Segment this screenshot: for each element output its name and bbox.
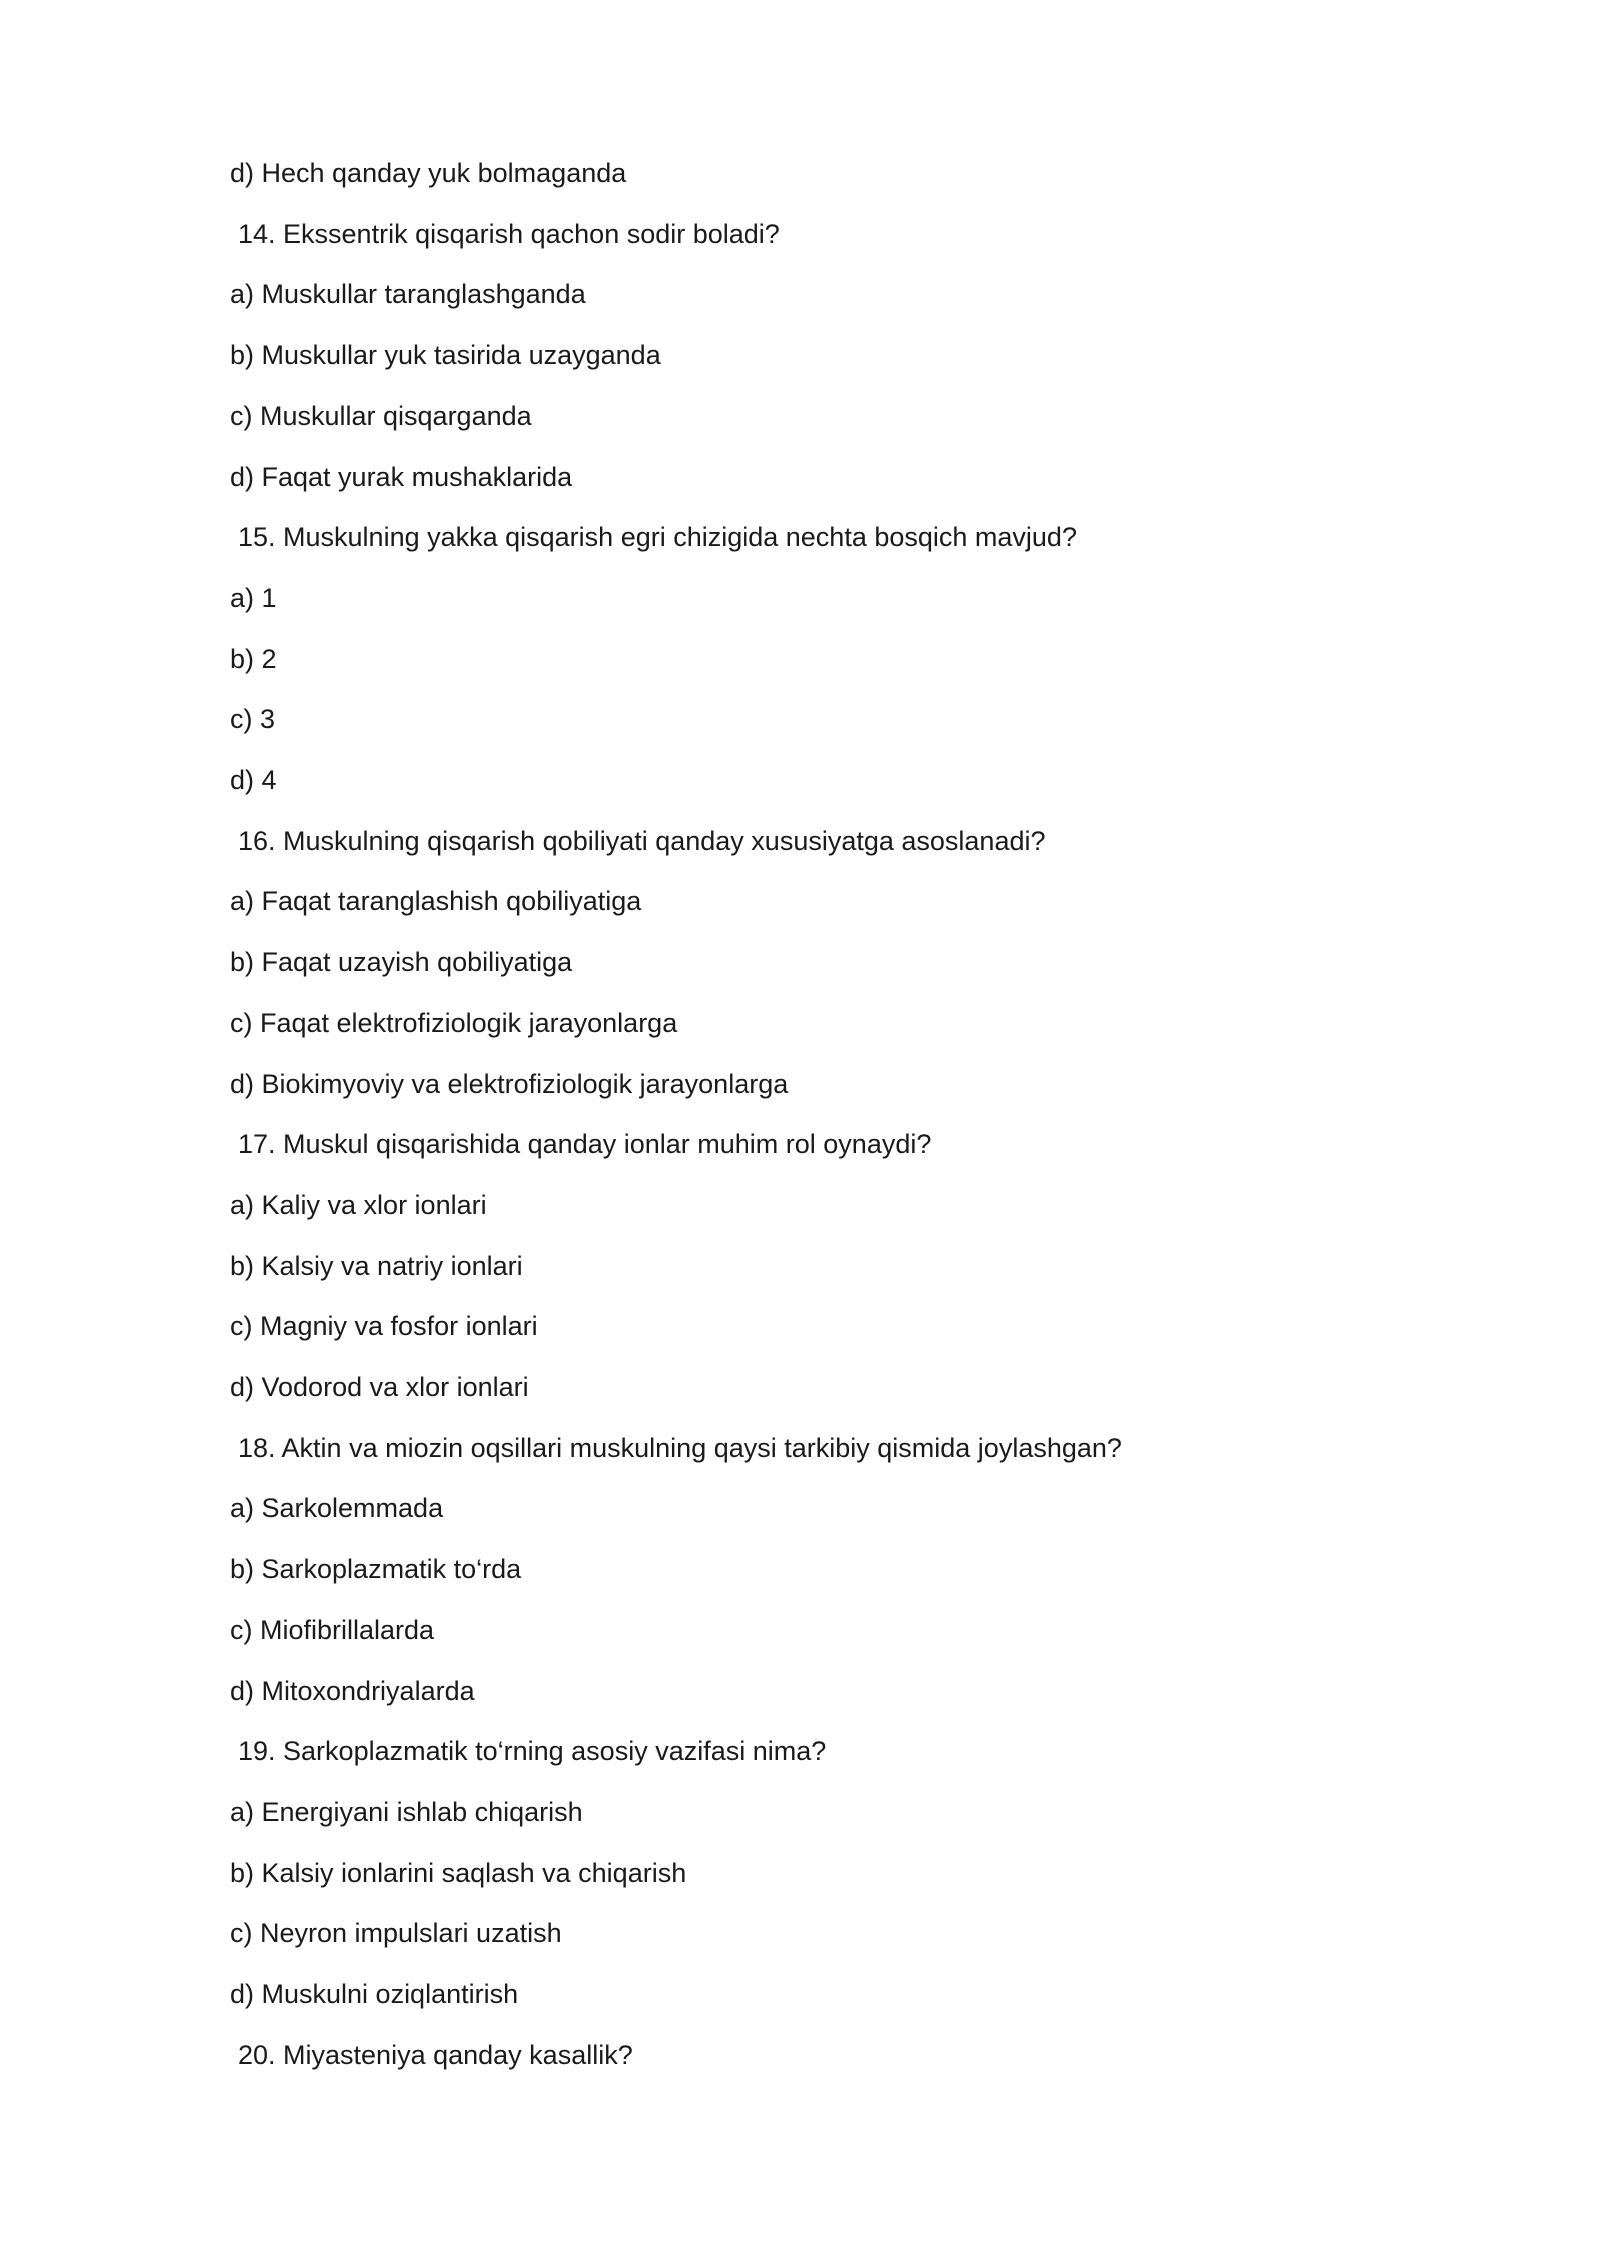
answer-option: d) 4 <box>230 765 277 795</box>
question-text: 15. Muskulning yakka qisqarish egri chizigida nechta bosqich mavjud? <box>238 522 1077 552</box>
answer-option: b) 2 <box>230 644 277 674</box>
question-text: 14. Ekssentrik qisqarish qachon sodir boladi? <box>238 219 780 249</box>
question-text: 17. Muskul qisqarishida qanday ionlar muhim rol oynaydi? <box>238 1129 932 1159</box>
question-text: 16. Muskulning qisqarish qobiliyati qanday xususiyatga asoslanadi? <box>238 826 1046 856</box>
answer-option: a) Sarkolemmada <box>230 1493 444 1523</box>
answer-option: b) Kalsiy ionlarini saqlash va chiqarish <box>230 1858 687 1888</box>
answer-option: c) Magniy va fosfor ionlari <box>230 1311 538 1341</box>
answer-option: c) Muskullar qisqarganda <box>230 401 532 431</box>
question-text: 19. Sarkoplazmatik to‘rning asosiy vazifasi nima? <box>238 1736 827 1766</box>
answer-option: d) Hech qanday yuk bolmaganda <box>230 158 627 188</box>
answer-option: a) Muskullar taranglashganda <box>230 279 586 309</box>
answer-option: a) Faqat taranglashish qobiliyatiga <box>230 886 642 916</box>
answer-option: a) Energiyani ishlab chiqarish <box>230 1797 583 1827</box>
answer-option: b) Muskullar yuk tasirida uzayganda <box>230 340 661 370</box>
answer-option: d) Faqat yurak mushaklarida <box>230 462 573 492</box>
question-text: 20. Miyasteniya qanday kasallik? <box>238 2040 633 2070</box>
answer-option: c) 3 <box>230 704 276 734</box>
answer-option: d) Vodorod va xlor ionlari <box>230 1372 529 1402</box>
answer-option: d) Muskulni oziqlantirish <box>230 1979 519 2009</box>
answer-option: c) Neyron impulslari uzatish <box>230 1918 562 1948</box>
answer-option: b) Faqat uzayish qobiliyatiga <box>230 947 573 977</box>
answer-option: d) Mitoxondriyalarda <box>230 1676 475 1706</box>
answer-option: c) Faqat elektrofiziologik jarayonlarga <box>230 1008 678 1038</box>
answer-option: b) Kalsiy va natriy ionlari <box>230 1251 523 1281</box>
answer-option: c) Miofibrillalarda <box>230 1615 435 1645</box>
answer-option: a) 1 <box>230 583 277 613</box>
answer-option: b) Sarkoplazmatik to‘rda <box>230 1554 522 1584</box>
answer-option: a) Kaliy va xlor ionlari <box>230 1190 487 1220</box>
question-text: 18. Aktin va miozin oqsillari muskulning qaysi tarkibiy qismida joylashgan? <box>238 1433 1122 1463</box>
answer-option: d) Biokimyoviy va elektrofiziologik jarayonlarga <box>230 1069 789 1099</box>
